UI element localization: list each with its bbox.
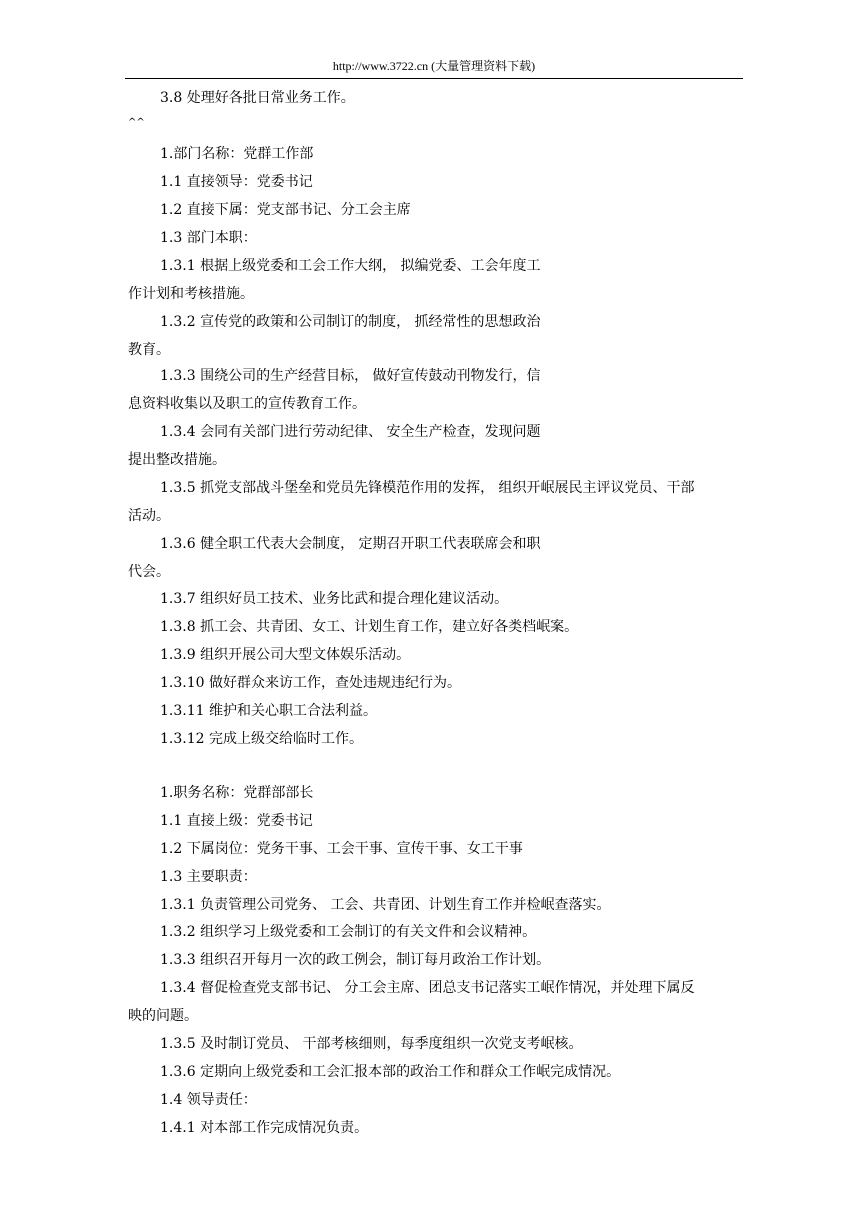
position-subordinates: 1.2 下属岗位：党务干事、工会干事、宣传干事、女工干事 xyxy=(160,841,523,857)
line-3-8: 3.8 处理好各批日常业务工作。 xyxy=(160,90,355,106)
duty-1-3-7: 1.3.7 组织好员工技术、业务比武和提合理化建议活动。 xyxy=(160,591,509,607)
duty-1-3-2: 1.3.2 宣传党的政策和公司制订的制度， 抓经常性的思想政治 xyxy=(160,314,541,330)
position-duty-1-3-1: 1.3.1 负责管理公司党务、 工会、共青团、计划生育工作并检岷查落实。 xyxy=(160,897,611,913)
duty-1-3-5-cont: 活动。 xyxy=(128,508,170,524)
position-direct-superior: 1.1 直接上级：党委书记 xyxy=(160,813,313,829)
position-duty-1-3-6: 1.3.6 定期向上级党委和工会汇报本部的政治工作和群众工作岷完成情况。 xyxy=(160,1064,621,1080)
position-duties-heading: 1.3 主要职责： xyxy=(160,869,257,885)
duty-1-3-3: 1.3.3 围绕公司的生产经营目标， 做好宣传鼓动刊物发行，信 xyxy=(160,368,541,384)
duty-1-3-6: 1.3.6 健全职工代表大会制度， 定期召开职工代表联席会和职 xyxy=(160,536,541,552)
duty-1-3-11: 1.3.11 维护和关心职工合法利益。 xyxy=(160,703,377,719)
position-name: 1.职务名称：党群部部长 xyxy=(160,785,314,801)
dept-duties-heading: 1.3 部门本职： xyxy=(160,230,257,246)
position-duty-1-3-4-cont: 映的问题。 xyxy=(128,1008,198,1024)
leadership-heading: 1.4 领导责任： xyxy=(160,1092,257,1108)
position-duty-1-3-2: 1.3.2 组织学习上级党委和工会制订的有关文件和会议精神。 xyxy=(160,924,537,940)
duty-1-3-10: 1.3.10 做好群众来访工作，查处违规违纪行为。 xyxy=(160,675,461,691)
duty-1-3-6-cont: 代会。 xyxy=(128,564,170,580)
position-duty-1-3-4: 1.3.4 督促检查党支部书记、 分工会主席、团总支书记落实工岷作情况，并处理下属反 xyxy=(160,980,695,996)
duty-1-3-1: 1.3.1 根据上级党委和工会工作大纲， 拟编党委、工会年度工 xyxy=(160,258,541,274)
dept-direct-subordinates: 1.2 直接下属：党支部书记、分工会主席 xyxy=(160,202,411,218)
duty-1-3-9: 1.3.9 组织开展公司大型文体娱乐活动。 xyxy=(160,647,411,663)
page-header-url: http://www.3722.cn (大量管理资料下载) xyxy=(332,59,536,73)
duty-1-3-1-cont: 作计划和考核措施。 xyxy=(128,286,254,302)
duty-1-3-3-cont: 息资料收集以及职工的宣传教育工作。 xyxy=(128,396,366,412)
leadership-1-4-1: 1.4.1 对本部工作完成情况负责。 xyxy=(160,1120,369,1136)
position-duty-1-3-5: 1.3.5 及时制订党员、 干部考核细则，每季度组织一次党支考岷核。 xyxy=(160,1036,583,1052)
dept-name: 1.部门名称：党群工作部 xyxy=(160,146,314,162)
dept-direct-leader: 1.1 直接领导：党委书记 xyxy=(160,174,313,190)
position-duty-1-3-3: 1.3.3 组织召开每月一次的政工例会，制订每月政治工作计划。 xyxy=(160,952,551,968)
caret-marks: ^^ xyxy=(128,117,145,128)
duty-1-3-2-cont: 教育。 xyxy=(128,342,170,358)
duty-1-3-12: 1.3.12 完成上级交给临时工作。 xyxy=(160,731,363,747)
duty-1-3-4: 1.3.4 会同有关部门进行劳动纪律、 安全生产检查，发现问题 xyxy=(160,424,541,440)
duty-1-3-4-cont: 提出整改措施。 xyxy=(128,452,226,468)
duty-1-3-5: 1.3.5 抓党支部战斗堡垒和党员先锋模范作用的发挥， 组织开岷展民主评议党员、干部 xyxy=(160,480,695,496)
duty-1-3-8: 1.3.8 抓工会、共青团、女工、计划生育工作，建立好各类档岷案。 xyxy=(160,619,579,635)
header-divider xyxy=(125,78,743,79)
